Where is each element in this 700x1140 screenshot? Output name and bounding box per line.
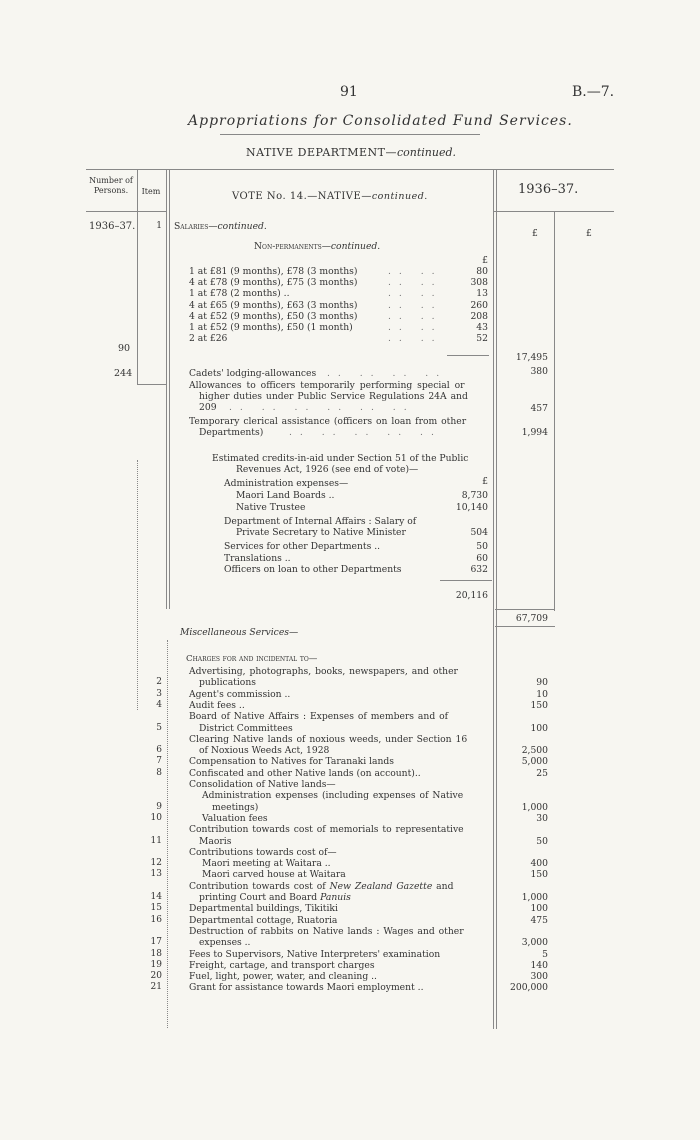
page-number: 91 <box>340 84 358 100</box>
salaries-heading: Salaries—continued. <box>174 221 267 232</box>
allowances-line-3: 209 .. .. .. .. .. .. <box>199 402 415 413</box>
leader-dots: .. .. <box>388 266 443 277</box>
credit-row-text: Maori Land Boards .. <box>236 490 335 501</box>
item-number: 7 <box>156 756 162 767</box>
leader-dots: .. .. <box>388 322 443 333</box>
header-number-of-persons: Number of Persons. <box>89 176 133 195</box>
leader-dots: .. .. <box>388 288 443 300</box>
item-number: 20 <box>150 971 162 982</box>
item-number: 15 <box>150 903 162 914</box>
misc-row-amount: 30 <box>536 812 548 824</box>
misc-row-text: District Committees <box>199 722 293 734</box>
page-title: Appropriations for Consolidated Fund Services. <box>188 113 573 129</box>
misc-row-text: Consolidation of Native lands— <box>189 779 336 790</box>
item-number: 19 <box>150 959 162 970</box>
title-rule <box>220 134 480 135</box>
department-continued: continued. <box>397 146 457 159</box>
misc-row-amount: 150 <box>530 699 548 711</box>
salary-row-amount: 260 <box>470 299 488 311</box>
credits-rule <box>440 580 492 581</box>
misc-row-text: Fees to Supervisors, Native Interpreters' examination <box>189 948 441 960</box>
salaries-subtotal: 17,495 <box>515 352 548 363</box>
misc-row-text: Agent's commission .. <box>189 688 291 700</box>
salary-row-text: 1 at £78 (2 months) .. <box>189 288 290 300</box>
internal-affairs-line-2: Private Secretary to Native Minister <box>236 527 406 538</box>
credit-row-amount: 632 <box>470 564 488 576</box>
misc-row-amount: 5,000 <box>521 756 548 768</box>
department-heading: NATIVE DEPARTMENT—continued. <box>246 146 457 159</box>
misc-row-amount: 25 <box>536 767 548 779</box>
misc-row-amount: 100 <box>530 903 548 915</box>
leader-dots: .. .. <box>388 299 443 311</box>
non-permanents-continued: continued. <box>330 241 381 252</box>
misc-row-amount: 2,500 <box>521 745 548 757</box>
vote-continued: continued. <box>371 191 428 202</box>
item-number: 12 <box>150 858 162 869</box>
misc-row-text: Advertising, photographs, books, newspapers, and other <box>189 666 458 677</box>
credit-row-text: Services for other Departments .. <box>224 541 381 552</box>
misc-row-text: of Noxious Weeds Act, 1928 <box>199 745 330 757</box>
misc-row-amount: 10 <box>536 688 548 700</box>
credit-row-amount: 10,140 <box>455 501 488 513</box>
misc-row-amount: 200,000 <box>510 982 548 994</box>
cadets-line: Cadets' lodging-allowances .. .. .. .. <box>189 368 448 379</box>
salary-row-text: 2 at £26 <box>189 333 228 345</box>
col-divider-item <box>166 169 170 609</box>
credit-row-text: Native Trustee <box>236 501 306 513</box>
item-number: 4 <box>156 699 162 710</box>
misc-heading: Miscellaneous Services— <box>180 627 299 638</box>
cadets-amount: 380 <box>530 366 548 377</box>
salaries-total-rule <box>495 609 555 610</box>
temporary-amount: 1,994 <box>521 427 548 438</box>
misc-row-amount: 140 <box>530 959 548 971</box>
col-divider-persons-dotted <box>137 460 138 710</box>
item-number: 17 <box>150 937 162 948</box>
year-heading: 1936–37. <box>518 182 579 197</box>
credits-currency: £ <box>482 476 488 487</box>
misc-row-text: Fuel, light, power, water, and cleaning .. <box>189 971 377 983</box>
misc-row-text: Contribution towards cost of New Zealand Gazette and <box>189 880 454 892</box>
credit-row-text: Translations .. <box>224 552 291 564</box>
misc-row-amount: 5 <box>542 948 548 960</box>
col-divider-item-dotted <box>167 640 168 1028</box>
credits-total: 20,116 <box>455 590 488 601</box>
persons-90: 90 <box>118 343 131 354</box>
persons-244: 244 <box>114 368 133 379</box>
salaries-total: 67,709 <box>515 613 548 624</box>
temporary-line-2: Departments) .. .. .. .. .. <box>199 427 442 438</box>
table-head-rule-left <box>86 211 166 212</box>
header-item: Item <box>141 187 161 196</box>
col-divider-persons <box>137 169 138 385</box>
allowances-amount: 457 <box>530 403 548 414</box>
salary-row-text: 4 at £52 (9 months), £50 (3 months) <box>189 310 358 322</box>
misc-row-text: Destruction of rabbits on Native lands : Wages and other <box>189 925 464 937</box>
salary-row-text: 4 at £78 (9 months), £75 (3 months) <box>189 277 358 289</box>
salary-row-amount: 80 <box>476 266 488 277</box>
allowances-line-2: higher duties under Public Service Regulations 24A and <box>199 391 468 402</box>
salary-row-amount: 208 <box>470 310 488 322</box>
misc-row-amount: 400 <box>530 858 548 870</box>
item-number: 13 <box>150 869 162 880</box>
credit-row-amount: 50 <box>476 541 488 552</box>
misc-row-text: Contribution towards cost of memorials to representative <box>189 824 464 836</box>
misc-row-text: Contributions towards cost of— <box>189 846 337 858</box>
item-number: 8 <box>156 767 162 778</box>
non-permanents-heading: Non-permanents—continued. <box>254 241 381 252</box>
currency-inner: £ <box>482 255 488 266</box>
misc-row-amount: 90 <box>536 677 548 689</box>
item-number: 6 <box>156 745 162 756</box>
misc-row-amount: 1,000 <box>521 892 548 903</box>
item-1: 1 <box>156 221 162 231</box>
misc-row-amount: 50 <box>536 835 548 847</box>
misc-row-text: Audit fees .. <box>189 699 245 711</box>
misc-row-text: printing Court and Board Panuis <box>199 892 351 903</box>
leader-dots: .. .. <box>388 277 443 289</box>
salary-row-text: 1 at £52 (9 months), £50 (1 month) <box>189 322 353 333</box>
internal-affairs-amount: 504 <box>470 527 488 538</box>
credits-admin: Administration expenses— <box>224 478 349 489</box>
leader-dots: .. .. <box>388 333 443 345</box>
misc-row-text: Grant for assistance towards Maori employment .. <box>189 982 424 994</box>
item-number: 21 <box>150 982 162 993</box>
internal-affairs-line-1: Department of Internal Affairs : Salary of <box>224 516 417 527</box>
misc-row-amount: 150 <box>530 869 548 881</box>
misc-row-text: Maori meeting at Waitara .. <box>202 858 331 870</box>
misc-row-amount: 1,000 <box>521 801 548 813</box>
misc-row-text: Valuation fees <box>202 812 268 824</box>
item-number: 10 <box>150 812 162 823</box>
salary-row-text: 4 at £65 (9 months), £63 (3 months) <box>189 299 358 311</box>
item-number: 9 <box>156 801 162 812</box>
misc-row-text: publications <box>199 677 256 689</box>
salaries-total-rule-bottom <box>495 626 555 627</box>
item-number: 16 <box>150 914 162 925</box>
misc-row-amount: 300 <box>530 971 548 983</box>
col-divider-amount-2 <box>554 211 555 611</box>
item-number: 18 <box>150 948 162 959</box>
salary-row-amount: 13 <box>476 288 488 300</box>
salary-row-text: 1 at £81 (9 months), £78 (3 months) <box>189 266 358 277</box>
misc-row-text: Administration expenses (including expenses of Native <box>202 790 464 802</box>
misc-row-text: Maoris <box>199 835 232 847</box>
report-reference: B.—7. <box>572 84 615 100</box>
misc-row-text: Compensation to Natives for Taranaki lands <box>189 756 395 768</box>
allowances-line-1: Allowances to officers temporarily performing special or <box>189 380 465 391</box>
misc-row-text: Confiscated and other Native lands (on account).. <box>189 767 421 779</box>
currency-col2: £ <box>586 228 592 239</box>
misc-row-text: Departmental buildings, Tikitiki <box>189 903 338 915</box>
item-number: 3 <box>156 688 162 699</box>
vote-heading: VOTE No. 14.—NATIVE—continued. <box>232 191 428 202</box>
misc-row-text: meetings) <box>212 801 259 813</box>
item-number: 2 <box>156 677 162 688</box>
item-number: 5 <box>156 722 162 733</box>
non-permanents-rule <box>447 355 489 356</box>
misc-row-text: Freight, cartage, and transport charges <box>189 959 375 971</box>
credit-row-text: Officers on loan to other Departments <box>224 564 402 576</box>
item-number: 11 <box>150 835 162 846</box>
credit-row-amount: 60 <box>476 552 488 564</box>
misc-row-amount: 475 <box>530 914 548 926</box>
salary-row-amount: 43 <box>476 322 488 333</box>
temporary-line-1: Temporary clerical assistance (officers on loan from other <box>189 416 467 427</box>
leader-dots: .. .. <box>388 310 443 322</box>
persons-year: 1936–37. <box>89 221 136 232</box>
credits-line-2: Revenues Act, 1926 (see end of vote)— <box>236 464 419 475</box>
credit-row-amount: 8,730 <box>461 490 488 501</box>
persons-rule <box>137 384 166 385</box>
misc-row-text: Clearing Native lands of noxious weeds, under Section 16 <box>189 733 468 745</box>
misc-row-text: Maori carved house at Waitara <box>202 869 346 881</box>
charges-heading: Charges for and incidental to— <box>186 654 318 664</box>
item-number: 14 <box>150 892 162 902</box>
misc-row-text: Departmental cottage, Ruatoria <box>189 914 338 926</box>
salary-row-amount: 308 <box>470 277 488 289</box>
col-divider-amount <box>493 169 497 1029</box>
misc-row-text: expenses .. <box>199 937 251 949</box>
currency-col1: £ <box>532 228 538 239</box>
salaries-continued: continued. <box>217 221 267 232</box>
salary-row-amount: 52 <box>476 333 488 345</box>
credits-line-1: Estimated credits-in-aid under Section 51 of the Public <box>212 453 469 464</box>
misc-row-amount: 3,000 <box>521 937 548 949</box>
misc-row-text: Board of Native Affairs : Expenses of members and of <box>189 711 449 723</box>
misc-row-amount: 100 <box>530 722 548 734</box>
